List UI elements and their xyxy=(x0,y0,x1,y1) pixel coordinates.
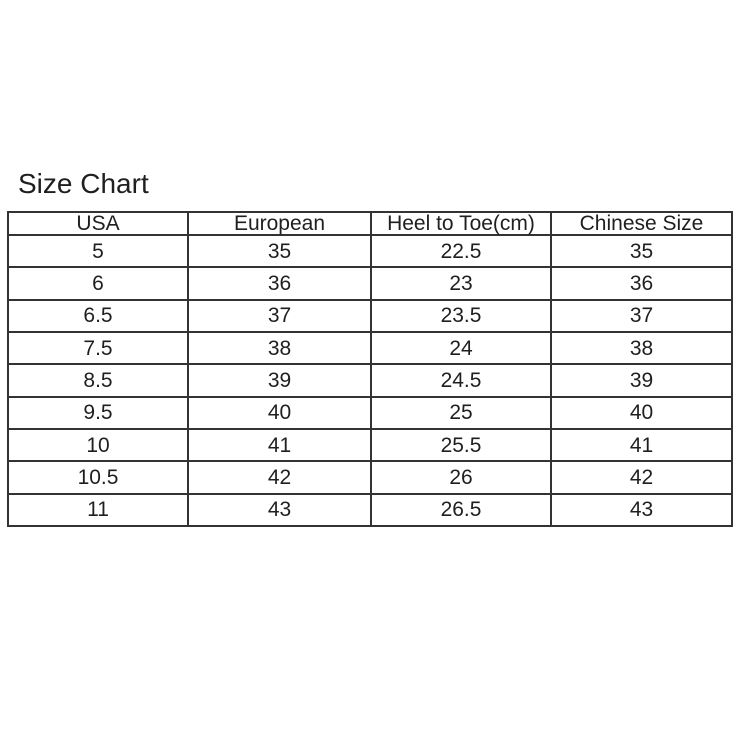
table-cell: 11 xyxy=(8,494,188,526)
column-header-heel-to-toe: Heel to Toe(cm) xyxy=(371,212,551,235)
table-cell: 6.5 xyxy=(8,300,188,332)
table-cell: 36 xyxy=(188,267,371,299)
page-title: Size Chart xyxy=(18,168,149,199)
table-cell: 25 xyxy=(371,397,551,429)
table-row xyxy=(8,235,732,267)
table-cell: 23 xyxy=(371,267,551,299)
table-cell: 43 xyxy=(551,494,732,526)
table-cell: 9.5 xyxy=(8,397,188,429)
table-cell: 39 xyxy=(551,364,732,396)
table-header-row xyxy=(8,212,732,235)
size-chart-table xyxy=(7,211,733,527)
table-cell: 23.5 xyxy=(371,300,551,332)
table-row xyxy=(8,397,732,429)
table-cell: 7.5 xyxy=(8,332,188,364)
table-cell: 35 xyxy=(188,235,371,267)
table-cell: 37 xyxy=(551,300,732,332)
table-row xyxy=(8,267,732,299)
table-row xyxy=(8,461,732,493)
table-cell: 26.5 xyxy=(371,494,551,526)
table-cell: 24 xyxy=(371,332,551,364)
table-cell: 8.5 xyxy=(8,364,188,396)
table-cell: 42 xyxy=(551,461,732,493)
column-header-usa: USA xyxy=(8,212,188,235)
table-cell: 40 xyxy=(188,397,371,429)
table-row xyxy=(8,429,732,461)
table-cell: 22.5 xyxy=(371,235,551,267)
table-cell: 39 xyxy=(188,364,371,396)
table-cell: 26 xyxy=(371,461,551,493)
table-cell: 37 xyxy=(188,300,371,332)
table-cell: 25.5 xyxy=(371,429,551,461)
table-row xyxy=(8,494,732,526)
table-cell: 10 xyxy=(8,429,188,461)
table-cell: 41 xyxy=(551,429,732,461)
table-cell: 10.5 xyxy=(8,461,188,493)
table-row xyxy=(8,364,732,396)
table-row xyxy=(8,332,732,364)
table-cell: 36 xyxy=(551,267,732,299)
column-header-chinese-size: Chinese Size xyxy=(551,212,732,235)
table-cell: 38 xyxy=(188,332,371,364)
table-cell: 42 xyxy=(188,461,371,493)
table-cell: 24.5 xyxy=(371,364,551,396)
column-header-european: European xyxy=(188,212,371,235)
table-row xyxy=(8,300,732,332)
table-cell: 41 xyxy=(188,429,371,461)
table-cell: 43 xyxy=(188,494,371,526)
table-cell: 35 xyxy=(551,235,732,267)
table-cell: 38 xyxy=(551,332,732,364)
table-cell: 40 xyxy=(551,397,732,429)
table-cell: 6 xyxy=(8,267,188,299)
table-cell: 5 xyxy=(8,235,188,267)
